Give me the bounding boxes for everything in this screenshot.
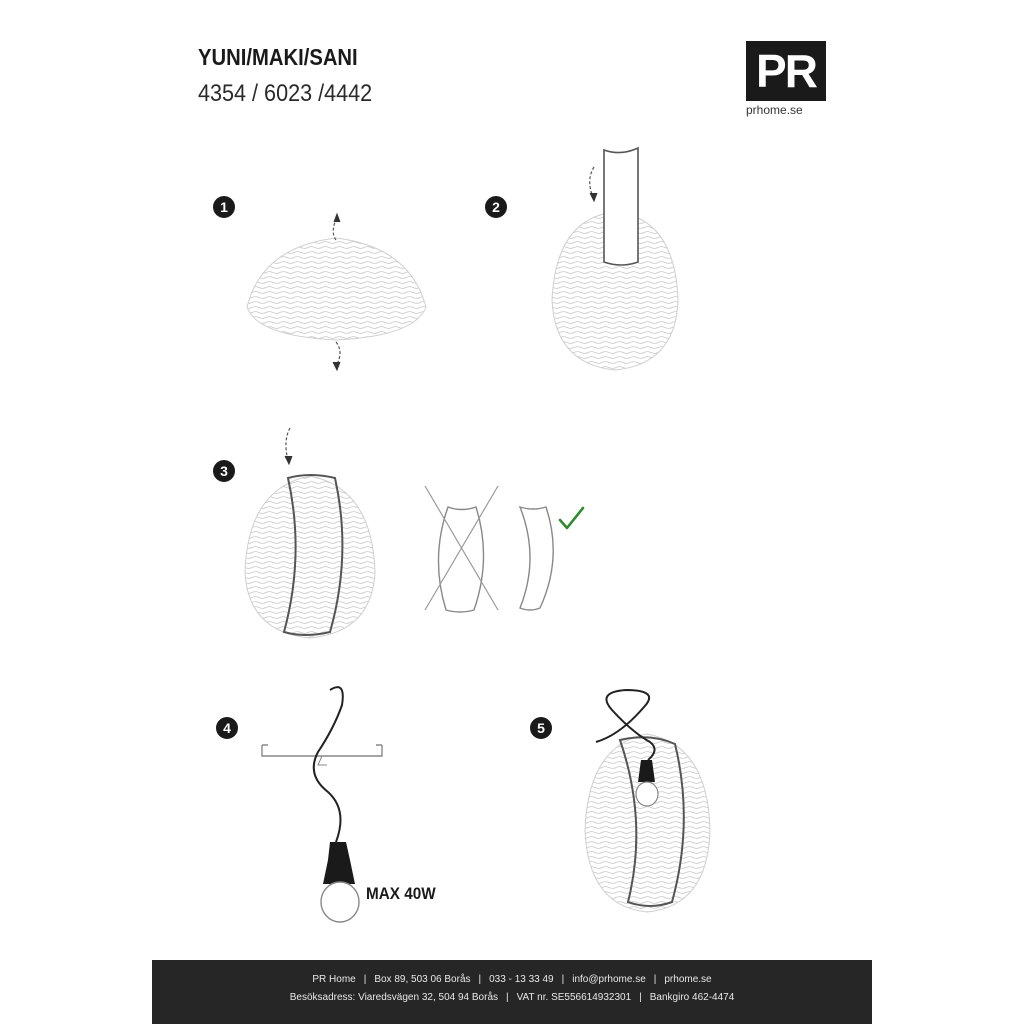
bulb-icon (321, 882, 359, 922)
correct-frame-illustration (520, 507, 583, 610)
step-number-5: 5 (530, 717, 552, 739)
footer-line-1: PR Home | Box 89, 503 06 Borås | 033 - 13 33 49 | info@prhome.se | prhome.se (312, 974, 712, 985)
max-wattage-label: MAX 40W (366, 884, 436, 903)
footer-bar (152, 960, 872, 1024)
footer-vat: VAT nr. SE556614932301 (516, 992, 632, 1003)
step1-shade-illustration (247, 214, 426, 370)
step2-shade-illustration (552, 148, 678, 370)
logo-url: prhome.se (746, 103, 803, 117)
bulb-icon (636, 782, 658, 806)
step3-shade-illustration (245, 428, 375, 638)
step5-shade-illustration (585, 690, 710, 912)
arrow-icon (590, 167, 594, 197)
footer-email[interactable]: info@prhome.se (572, 974, 646, 985)
product-codes: 4354 / 6023 /4442 (198, 80, 373, 107)
footer-website[interactable]: prhome.se (664, 974, 712, 985)
footer-postal-address: Box 89, 503 06 Borås (374, 974, 471, 985)
step-number-4: 4 (216, 717, 238, 739)
product-title: YUNI/MAKI/SANI (198, 44, 358, 70)
footer-visit-address: Besöksadress: Viaredsvägen 32, 504 94 Borås (289, 992, 498, 1003)
footer-bankgiro: Bankgiro 462-4474 (649, 992, 735, 1003)
checkmark-icon (560, 508, 583, 528)
arrow-icon (286, 428, 290, 460)
step-number-1: 1 (213, 196, 235, 218)
step-number-3: 3 (213, 460, 235, 482)
pr-logo: PR (746, 41, 826, 101)
footer-company: PR Home (312, 974, 356, 985)
step-number-2: 2 (485, 196, 507, 218)
footer-line-2: Besöksadress: Viaredsvägen 32, 504 94 Borås | VAT nr. SE556614932301 | Bankgiro 462-4474 (289, 992, 735, 1003)
wrong-frame-illustration (425, 486, 498, 612)
footer-phone: 033 - 13 33 49 (489, 974, 554, 985)
step4-cord-illustration (262, 687, 382, 922)
